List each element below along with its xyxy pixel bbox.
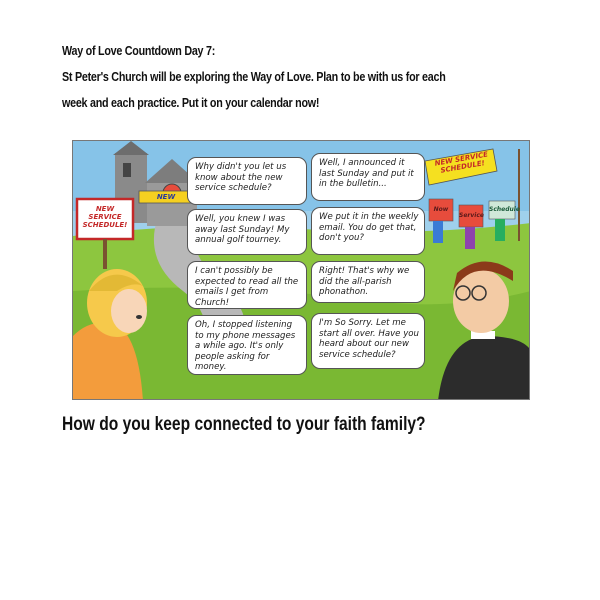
intro-line: week and each practice. Put it on your calendar now! xyxy=(62,96,320,110)
left-sign-text: NEW SERVICE SCHEDULE! xyxy=(82,205,128,229)
speech-bubble-woman: Well, you knew I was away last Sunday! My annual golf tourney. xyxy=(187,209,307,255)
intro-text xyxy=(62,38,446,116)
speech-bubble-priest: Well, I announced it last Sunday and put it in the bulletin... xyxy=(311,153,425,201)
intro-line: St Peter's Church will be exploring the Way of Love. Plan to be with us for each xyxy=(62,70,446,84)
protest-sign-text: Schedule xyxy=(489,206,520,213)
speech-bubble-woman: I can't possibly be expected to read all the emails I get from Church! xyxy=(187,261,307,309)
comic-illustration xyxy=(72,140,530,400)
speech-bubble-priest: I'm So Sorry. Let me start all over. Have you heard about our new service schedule? xyxy=(311,313,425,369)
church-banner-text: NEW xyxy=(156,193,176,201)
banner-sign-text: NEW SERVICE SCHEDULE! xyxy=(434,150,489,175)
speech-bubble-woman: Why didn't you let us know about the new service schedule? xyxy=(187,157,307,205)
speech-bubble-priest: We put it in the weekly email. You do get that, don't you? xyxy=(311,207,425,255)
protest-sign-text: Now xyxy=(433,206,449,213)
intro-title: Way of Love Countdown Day 7: xyxy=(62,44,216,58)
speech-bubble-woman: Oh, I stopped listening to my phone messages a while ago. It's only people asking for money. xyxy=(187,315,307,375)
speech-bubble-priest: Right! That's why we did the all-parish phonathon. xyxy=(311,261,425,303)
protest-sign-text: Service xyxy=(459,212,484,219)
discussion-question: How do you keep connected to your faith family? xyxy=(62,414,426,435)
